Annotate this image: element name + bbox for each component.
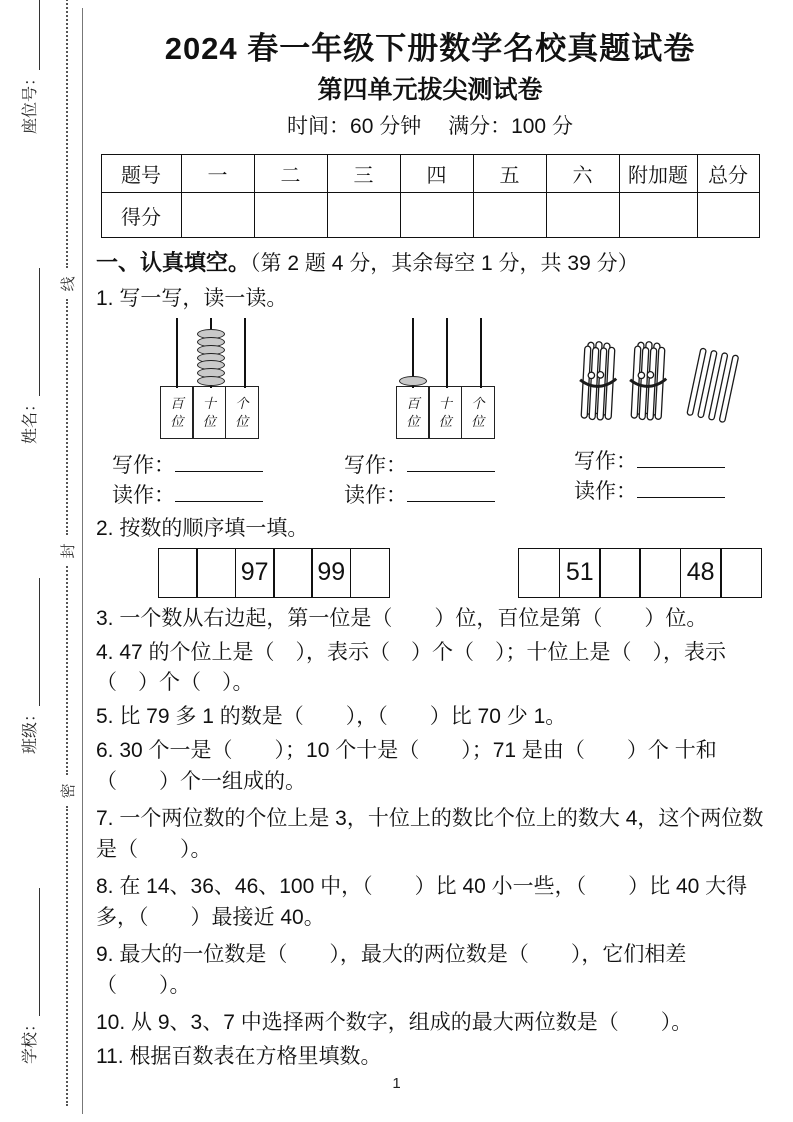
- score-table-header-cell: 总分: [697, 155, 759, 193]
- dotted-segment: [66, 299, 68, 535]
- name-label: 姓名：: [21, 396, 39, 445]
- abacus-bead: [197, 376, 225, 386]
- strip-cell: 99: [311, 548, 351, 598]
- seal-char-feng: 封: [59, 543, 77, 559]
- write-line: [574, 447, 764, 477]
- read-line: [344, 481, 568, 511]
- score-table-header-cell: 三: [327, 155, 400, 193]
- write-label: 写作：: [344, 454, 407, 477]
- hundreds-place-cell: [396, 386, 430, 439]
- seal-char-mi: 密: [59, 783, 77, 799]
- question-7-text: 7. 一个两位数的个位上是 3，十位上的数比个位上的数大 4，这个两位数是（ ）。: [96, 807, 764, 861]
- read-line: [112, 481, 328, 511]
- question-5-text: 5. 比 79 多 1 的数是（ ），（ ）比 70 少 1。: [96, 705, 567, 728]
- score-table: [101, 154, 760, 238]
- ones-place-cell: [225, 386, 259, 439]
- abacus-rod: [176, 318, 178, 388]
- school-blank: [24, 888, 40, 1016]
- place-char: 位: [170, 413, 184, 429]
- question-10-text: 10. 从 9、3、7 中选择两个数字，组成的最大两位数是（ ）。: [96, 1011, 693, 1034]
- strip-cell: 51: [559, 548, 601, 598]
- strip-cell: [599, 548, 641, 598]
- section-one-note: （第 2 题 4 分，其余每空 1 分，共 39 分）: [250, 252, 639, 275]
- question-11-text: 11. 根据百数表在方格里填数。: [96, 1045, 382, 1068]
- question-9-text: 9. 最大的一位数是（ ），最大的两位数是（ ），它们相差（ ）。: [96, 943, 687, 997]
- question-1-text: 1. 写一写，读一读。: [96, 286, 288, 310]
- strip-cell: [273, 548, 313, 598]
- dotted-segment: [66, 0, 68, 268]
- place-char: 个: [471, 395, 485, 411]
- dotted-segment: [66, 567, 68, 776]
- seat-number-field: [17, 0, 40, 134]
- place-char: 位: [235, 413, 249, 429]
- abacus-group-1: [96, 318, 328, 510]
- question-3-text: 3. 一个数从右边起，第一位是（ ）位，百位是第（ ）位。: [96, 606, 708, 630]
- score-empty-cell: [619, 193, 697, 238]
- write-read-block-2: [328, 451, 568, 510]
- score-empty-cell: [400, 193, 473, 238]
- score-empty-cell: [697, 193, 759, 238]
- sticks-illustration: [573, 338, 759, 435]
- class-label: 班级：: [21, 706, 39, 755]
- write-line: [112, 451, 328, 481]
- answer-blank: [637, 451, 725, 468]
- name-field: [17, 268, 40, 444]
- strip-cell: [158, 548, 198, 598]
- score-table-header-cell: 六: [546, 155, 619, 193]
- answer-blank: [407, 485, 495, 502]
- score-empty-cell: [181, 193, 254, 238]
- read-label: 读作：: [574, 479, 637, 503]
- number-strip-2: [518, 548, 762, 598]
- abacus-rods: [396, 318, 500, 386]
- write-line: [344, 451, 568, 481]
- score-empty-cell: [254, 193, 327, 238]
- abacus-rod: [244, 318, 246, 388]
- abacus-rods: [160, 318, 264, 386]
- place-value-cells: [160, 386, 264, 439]
- school-label: 学校：: [21, 1015, 39, 1064]
- place-char: 百: [406, 395, 420, 411]
- read-line: [574, 477, 764, 507]
- class-blank: [24, 578, 40, 706]
- score-table-header-cell: 二: [254, 155, 327, 193]
- score-table-header-cell: 四: [400, 155, 473, 193]
- seal-char-xian: 线: [59, 276, 77, 292]
- abacus-bead: [399, 376, 427, 386]
- paper-content: [96, 26, 764, 1076]
- score-table-header-cell: 一: [181, 155, 254, 193]
- strip-cell: [720, 548, 762, 598]
- place-value-cells: [396, 386, 500, 439]
- answer-blank: [175, 485, 263, 502]
- place-char: 百: [170, 395, 184, 411]
- read-label: 读作：: [112, 483, 175, 507]
- question-6-text: 6. 30 个一是（ ）；10 个十是（ ）；71 是由（ ）个 十和（ ）个一组成的。: [96, 739, 717, 793]
- question-8-text: 8. 在 14、36、46、100 中，（ ）比 40 小一些，（ ）比 40 大得多，（ ）最接近 40。: [96, 875, 748, 929]
- abacus-rod: [480, 318, 482, 388]
- ones-place-cell: [461, 386, 495, 439]
- question-4-text: 4. 47 的个位上是（ ），表示（ ）个（ ）；十位上是（ ），表示（ ）个（ ）。: [96, 640, 727, 694]
- paper-title: 2024 春一年级下册数学名校真题试卷: [164, 31, 696, 66]
- write-read-block-3: [568, 447, 764, 506]
- score-empty-cell: [546, 193, 619, 238]
- student-info-line: [16, 0, 40, 1122]
- section-one-heading: [96, 247, 764, 280]
- question-2-text: 2. 按数的顺序填一填。: [96, 516, 309, 540]
- abacus-rod: [446, 318, 448, 388]
- answer-blank: [407, 455, 495, 472]
- hundreds-bead-stack: [399, 378, 427, 386]
- page-number: 1: [392, 1075, 401, 1092]
- seal-dotted-line: [55, 0, 79, 1122]
- section-one-title: 一、认真填空。: [96, 250, 251, 275]
- tens-place-cell: [428, 386, 462, 439]
- place-char: 位: [438, 413, 453, 429]
- place-char: 十: [438, 395, 453, 411]
- strip-cell: 97: [235, 548, 275, 598]
- write-label: 写作：: [574, 450, 637, 473]
- number-strip-1: [158, 548, 390, 598]
- place-char: 个: [235, 395, 249, 411]
- place-char: 十: [202, 395, 217, 411]
- score-empty-cell: [327, 193, 400, 238]
- strip-cell: [639, 548, 681, 598]
- place-char: 位: [406, 413, 420, 429]
- name-blank: [24, 268, 40, 396]
- strip-cell: 48: [680, 548, 722, 598]
- hundreds-place-cell: [160, 386, 194, 439]
- dotted-segment: [66, 806, 68, 1106]
- abacus-2: [396, 318, 500, 439]
- answer-blank: [637, 481, 725, 498]
- score-table-header-cell: 题号: [101, 155, 181, 193]
- class-field: [17, 578, 40, 754]
- seat-number-blank: [24, 0, 40, 70]
- abacus-1: [160, 318, 264, 439]
- sticks-group: [568, 318, 764, 510]
- score-table-header-cell: 五: [473, 155, 546, 193]
- write-read-block-1: [96, 451, 328, 510]
- place-char: 位: [202, 413, 217, 429]
- school-field: [17, 888, 40, 1064]
- read-label: 读作：: [344, 483, 407, 507]
- write-label: 写作：: [112, 454, 175, 477]
- time-score-meta: 时间：60 分钟 满分：100 分: [287, 115, 573, 138]
- score-table-header-cell: 附加题: [619, 155, 697, 193]
- strip-cell: [196, 548, 236, 598]
- score-row-label: 得分: [101, 193, 181, 238]
- answer-blank: [175, 455, 263, 472]
- tens-place-cell: [192, 386, 226, 439]
- tens-bead-stack: [197, 331, 225, 386]
- score-empty-cell: [473, 193, 546, 238]
- seat-number-label: 座位号：: [21, 70, 39, 135]
- paper-subtitle: 第四单元拔尖测试卷: [317, 76, 543, 104]
- question-1-illustrations: [96, 318, 764, 510]
- place-char: 位: [471, 413, 485, 429]
- question-2-number-strips: [96, 548, 764, 598]
- margin-separator-line: [82, 8, 83, 1114]
- strip-cell: [350, 548, 390, 598]
- strip-cell: [518, 548, 560, 598]
- abacus-group-2: [328, 318, 568, 510]
